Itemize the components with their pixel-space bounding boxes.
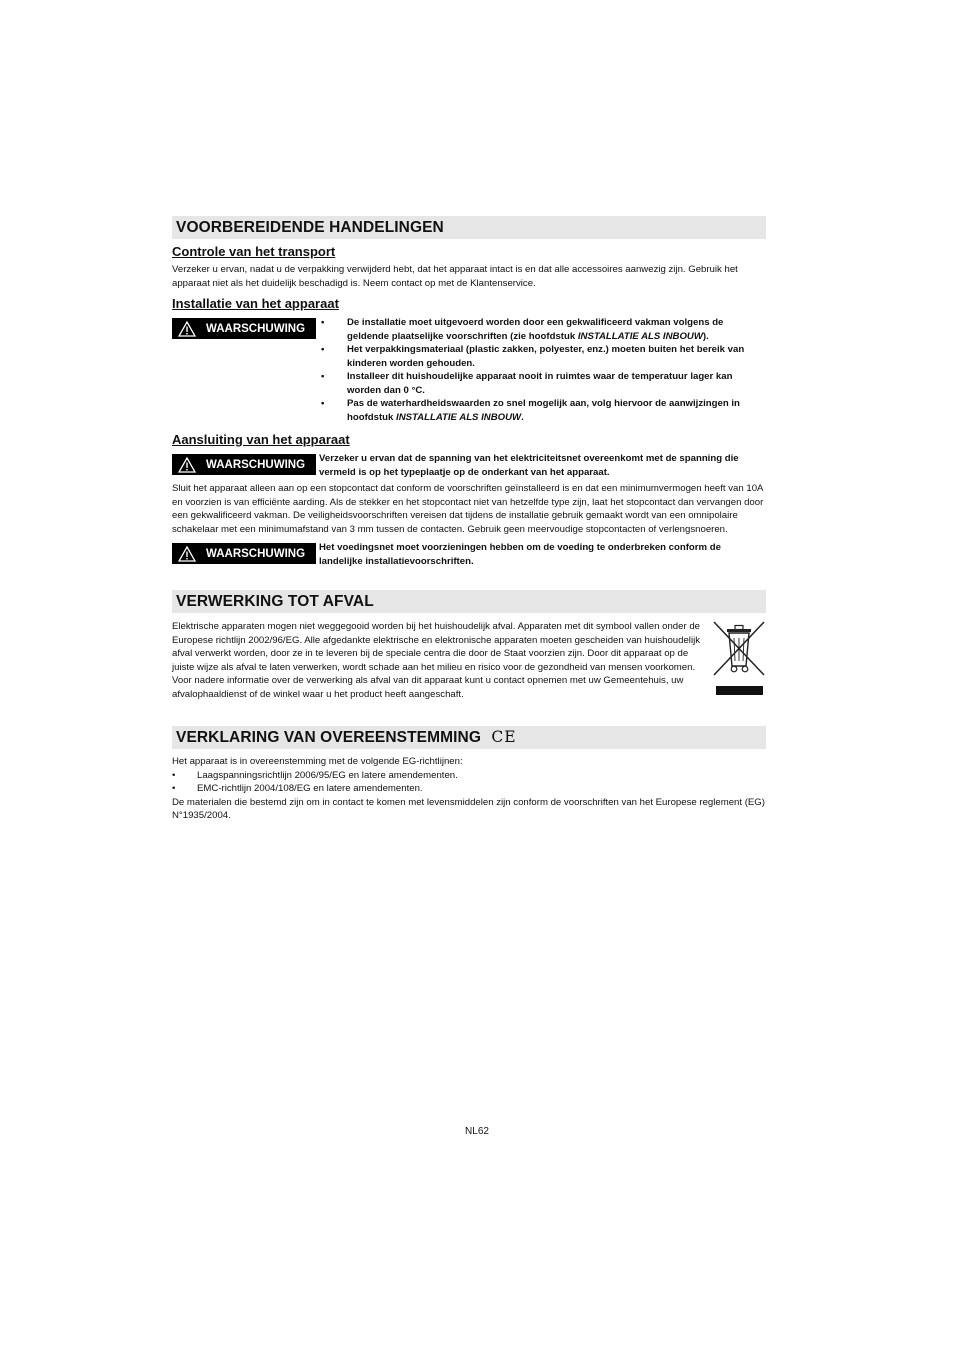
list-item: • Installeer dit huishoudelijke apparaat nooit in ruimtes waar de temperatuur lager kan worden dan 0 °C. [321, 371, 733, 396]
warning-triangle-icon [178, 457, 196, 473]
subtitle-installation: Installatie van het apparaat [172, 296, 339, 311]
list-item: • De installatie moet uitgevoerd worden door een gekwalificeerd vakman volgens de geldende plaatselijke voorschriften (zie hoofdstuk INSTALLATIE ALS INBOUW). [321, 317, 724, 342]
page-number: NL62 [465, 1126, 489, 1137]
conformity-outro: De materialen die bestemd zijn om in contact te komen met levensmiddelen zijn conform de voorschriften van het Europese reglement (EG) N°1935/2004. [172, 796, 765, 821]
conformity-intro: Het apparaat is in overeenstemming met de volgende EG-richtlijnen: [172, 756, 463, 767]
power-warning-text: Het voedingsnet moet voorzieningen hebben om de voeding te onderbreken conform de landelijke installatievoorschriften. [319, 542, 721, 567]
warning-badge [172, 318, 316, 339]
warning-label: WAARSCHUWING [206, 547, 306, 560]
warning-badge [172, 454, 316, 475]
disposal-text: Elektrische apparaten mogen niet weggegooid worden bij het huishoudelijk afval. Apparaten met dit symbool vallen onder de Europese richtlijn 2002/96/EG. Alle afgedankte elektrische en elektronische apparaten moeten gescheiden van huishoudelijk afval verwerkt worden, door ze in te leveren bij de speciale centra die door de Staat voorzien zijn. Door dit apparaat op de juiste wijze als afval te laten verwerken, wordt schade aan het milieu en risico voor de gezondheid van mensen voorkomen. Voor nadere informatie over de verwerking als afval van dit apparaat kunt u contact opnemen met uw Gemeentehuis, uw afvalophaaldienst of de winkel waar u het product heeft aangeschaft. [172, 621, 700, 700]
installation-warning [172, 318, 766, 424]
connection-warning-text: Verzeker u ervan dat de spanning van het elektriciteitsnet overeenkomt met de spanning die vermeld is op het typeplaatje op de onderkant van het apparaat. [319, 453, 739, 478]
warning-label: WAARSCHUWING [206, 322, 306, 335]
warning-triangle-icon [178, 546, 196, 562]
disposal-block [172, 620, 766, 701]
section-title-preparation: VOORBEREIDENDE HANDELINGEN [172, 216, 766, 239]
warning-label: WAARSCHUWING [206, 458, 306, 471]
power-warning [172, 543, 766, 568]
subtitle-connection: Aansluiting van het apparaat [172, 432, 350, 447]
section-title-conformity [172, 726, 766, 749]
section-title-disposal: VERWERKING TOT AFVAL [172, 590, 766, 613]
warning-triangle-icon [178, 321, 196, 337]
ce-mark-icon: CE [491, 728, 517, 746]
page-content [172, 216, 766, 823]
subtitle-transport: Controle van het transport [172, 244, 336, 259]
installation-warning-list [321, 316, 766, 424]
conformity-title: VERKLARING VAN OVEREENSTEMMING [176, 729, 481, 746]
weee-crossed-bin-icon [712, 620, 766, 698]
connection-warning [172, 454, 766, 479]
transport-text: Verzeker u ervan, nadat u de verpakking verwijderd hebt, dat het apparaat intact is en dat alle accessoires aanwezig zijn. Gebruik het apparaat niet als het duidelijk beschadigd is. Neem contact op met de Klantenservice. [172, 264, 738, 289]
list-item: • Laagspanningsrichtlijn 2006/95/EG en latere amendementen. [172, 769, 458, 781]
list-item: • EMC-richtlijn 2004/108/EG en latere amendementen. [172, 783, 423, 794]
warning-badge [172, 543, 316, 564]
directive-list [172, 769, 766, 796]
connection-text: Sluit het apparaat alleen aan op een stopcontact dat conform de voorschriften geïnstalleerd is en dat een minimumvermogen heeft van 10A en voorzien is van efficiënte aarding. Als de stekker en het stopcontact niet van hetzelfde type zijn, laat het stopcontact dan vervangen door een gekwalificeerd vakman. De veiligheidsvoorschriften vereisen dat tijdens de installatie gebruik gemaakt wordt van een omnipolaire schakelaar met een minimumafstand van 3 mm tussen de contacten. Gebruik geen meervoudige stopcontacten of verlengsnoeren. [172, 483, 764, 535]
list-item: • Pas de waterhardheidswaarden zo snel mogelijk aan, volg hiervoor de aanwijzingen in hoofdstuk INSTALLATIE ALS INBOUW. [321, 398, 740, 423]
list-item: • Het verpakkingsmateriaal (plastic zakken, polyester, enz.) moeten buiten het bereik van kinderen worden gehouden. [321, 344, 745, 369]
